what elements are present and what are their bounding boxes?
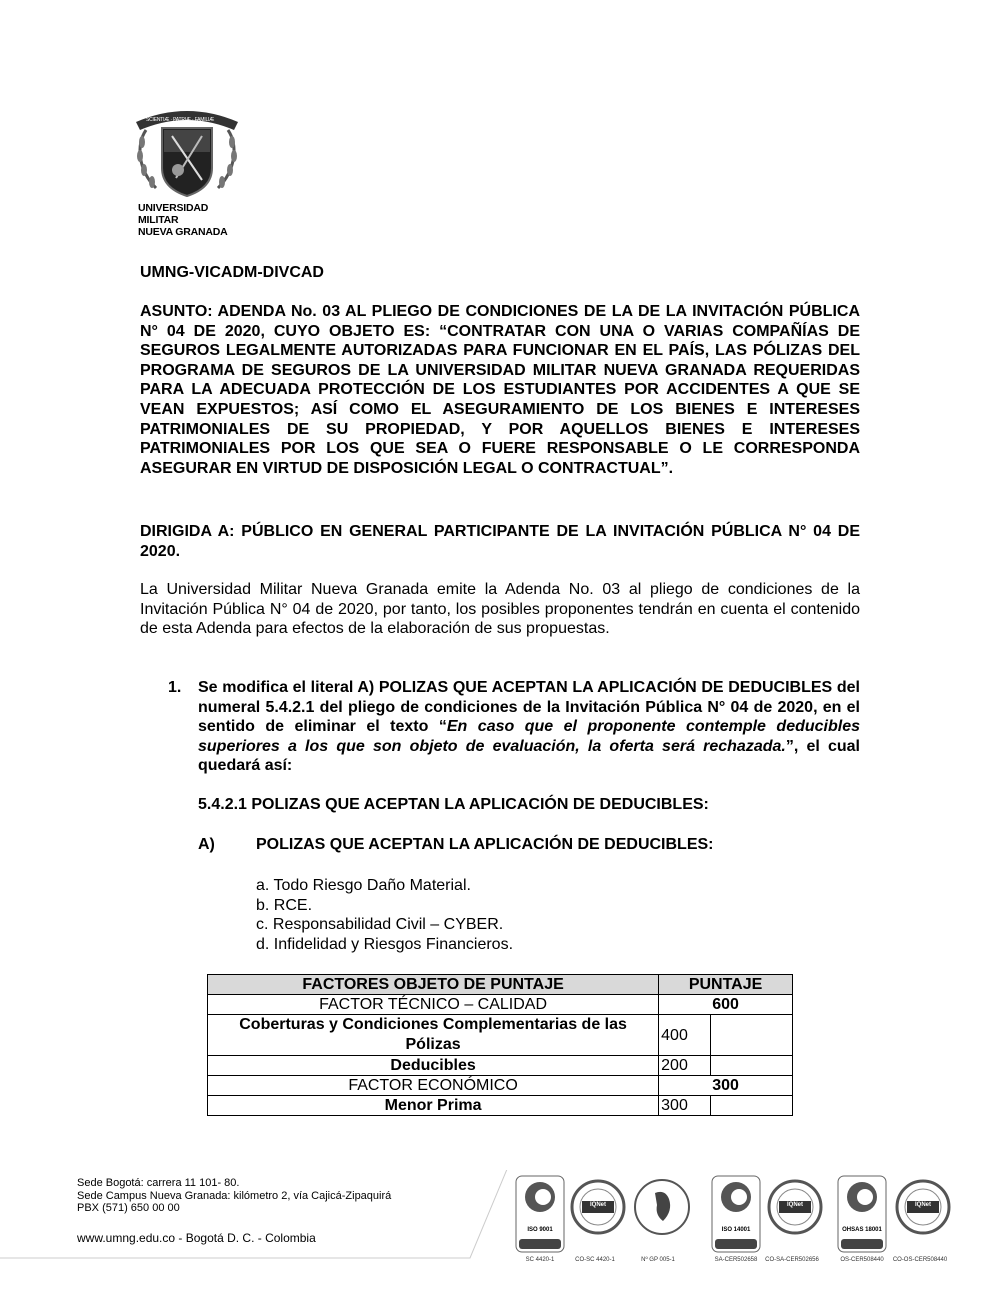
subject-paragraph: ASUNTO: ADENDA No. 03 AL PLIEGO DE CONDICIONES DE LA DE LA INVITACIÓN PÚBLICA N° 04 DE 2020, CUYO OBJETO ES: “CONTRATAR CON UNA O VARIAS COMPAÑÍAS DE SEGUROS LEGALMENTE AUTORIZADAS PARA FUNCIONAR EN EL PAÍS, LAS PÓLIZAS DEL PROGRAMA DE SEGUROS DE LA UNIVERSIDAD MILITAR NUEVA GRANADA REQUERIDAS PARA LA ADECUADA PROTECCIÓN DE LOS ESTUDIANTES POR ACCIDENTES A QUE SE VEAN EXPUESTOS; ASÍ COMO EL ASEGURAMIENTO DE LOS BIENES E INTERESES PATRIMONIALES DE SU PROPIEDAD, Y POR AQUELLOS BIENES E INTERESES PATRIMONIALES POR LOS QUE SEA O FUERE RESPONSABLE O LE CORRESPONDA ASEGURAR EN VIRTUD DE DISPOSICIÓN LEGAL O CONTRACTUAL”. [140,303,860,477]
table-header-row [208,975,793,995]
icontec-iso9001-badge [515,1175,565,1263]
row-empty-cell [711,1056,793,1076]
scoring-table [207,974,793,1116]
row-label: FACTOR ECONÓMICO [208,1076,659,1096]
column-header-score: PUNTAJE [659,975,793,995]
row-label: Coberturas y Condiciones Complementarias de las Pólizas [208,1015,659,1056]
row-label: Menor Prima [208,1096,659,1116]
table-row [208,995,793,1015]
table-row [208,1015,793,1056]
policy-list [256,876,513,954]
iqnet-badge [765,1175,823,1263]
document-reference: UMNG-VICADM-DIVCAD [140,264,324,281]
badge-label: OHSAS 18001 [842,1227,882,1233]
row-value: 300 [659,1096,711,1116]
list-item: b. RCE. [256,896,313,914]
item-body [198,678,860,776]
certification-badges [515,1175,955,1265]
item-number: 1. [168,679,182,696]
literal-a-heading: POLIZAS QUE ACEPTAN LA APLICACIÓN DE DEDUCIBLES: [256,836,714,853]
item-text-italic: En caso que el proponente contemple deducibles superiores a los que son objeto de evaluación, la oferta será rechazada. [198,718,861,755]
table-row [208,1096,793,1116]
badge-caption: CO-OS-CER508440 [892,1257,948,1263]
literal-a-label: A) [198,836,215,853]
row-value: 300 [659,1076,793,1096]
badge-caption: SA-CER502658 [714,1257,758,1263]
address-line-2: Sede Campus Nueva Granada: kilómetro 2, vía Cajicá-Zipaquirá [77,1189,392,1202]
list-item: a. Todo Riesgo Daño Material. [256,877,471,894]
phone-line: PBX (571) 650 00 00 [77,1202,180,1214]
address-line-1: Sede Bogotá: carrera 11 101- 80. [77,1177,240,1189]
badge-label: ISO 14001 [721,1227,751,1233]
icontec-icon [515,1175,565,1255]
footer-address [77,1177,391,1215]
icontec-iso14001-badge [711,1175,761,1263]
logo-line-2: NUEVA GRANADA [138,226,228,238]
row-value: 200 [659,1056,711,1076]
table-row [208,1056,793,1076]
gp-seal-badge [633,1175,691,1263]
list-item: c. Responsabilidad Civil – CYBER. [256,916,504,934]
footer-website: www.umng.edu.co - Bogotá D. C. - Colombia [77,1231,316,1245]
iqnet-badge [570,1175,626,1263]
row-empty-cell [711,1096,793,1116]
icontec-icon [837,1175,887,1255]
iqnet-icon [767,1175,823,1255]
seal-icon [633,1175,691,1255]
addressee-paragraph: DIRIGIDA A: PÚBLICO EN GENERAL PARTICIPANTE DE LA INVITACIÓN PÚBLICA N° 04 DE 2020. [140,523,860,560]
badge-label: IQNet [914,1202,931,1208]
iqnet-icon [895,1175,951,1255]
university-logo [128,100,246,238]
intro-paragraph: La Universidad Militar Nueva Granada emite la Adenda No. 03 al pliego de condiciones de la Invitación Pública N° 04 de 2020, por tanto, los posibles proponentes tendrán en cuenta el contenido de esta Adenda para efectos de la elaboración de sus propuestas. [140,581,860,638]
item-text-before: Se modifica el literal A) POLIZAS QUE ACEPTAN LA APLICACIÓN DE DEDUCIBLES del numeral 5.4.2.1 del pliego de condiciones de la Invitación Pública N° 04 de 2020, en el sentido de eliminar el texto “ [198,679,860,736]
logo-motto: SCIENTIÆ · PATRIÆ · FAMILIÆ [146,117,215,123]
logo-line-1: UNIVERSIDAD MILITAR [138,202,209,226]
row-value: 600 [659,995,793,1015]
badge-label: IQNet [589,1202,606,1208]
logo-wordmark [138,202,246,238]
badge-caption: Nº GP 005-1 [641,1257,675,1263]
badge-caption: CO-SC 4420-1 [575,1257,615,1263]
row-label: Deducibles [208,1056,659,1076]
iqnet-icon [570,1175,626,1255]
badge-caption: OS-CER508440 [840,1257,884,1263]
badge-caption: SC 4420-1 [525,1257,555,1263]
icontec-ohsas-badge [837,1175,887,1263]
subsection-title: 5.4.2.1 POLIZAS QUE ACEPTAN LA APLICACIÓN DE DEDUCIBLES: [198,796,709,813]
row-label: FACTOR TÉCNICO – CALIDAD [208,995,659,1015]
item-text-after: ”, el cual quedará así: [198,737,861,775]
icontec-icon [711,1175,761,1255]
badge-label: IQNet [786,1202,803,1208]
table-row [208,1076,793,1096]
row-empty-cell [711,1015,793,1056]
numbered-item-1 [168,678,860,776]
row-value: 400 [659,1015,711,1056]
column-header-factors: FACTORES OBJETO DE PUNTAJE [208,975,659,995]
badge-caption: CO-SA-CER502656 [765,1257,819,1263]
list-item: d. Infidelidad y Riesgos Financieros. [256,935,514,953]
iqnet-badge [892,1175,951,1263]
badge-label: ISO 9001 [527,1227,553,1233]
